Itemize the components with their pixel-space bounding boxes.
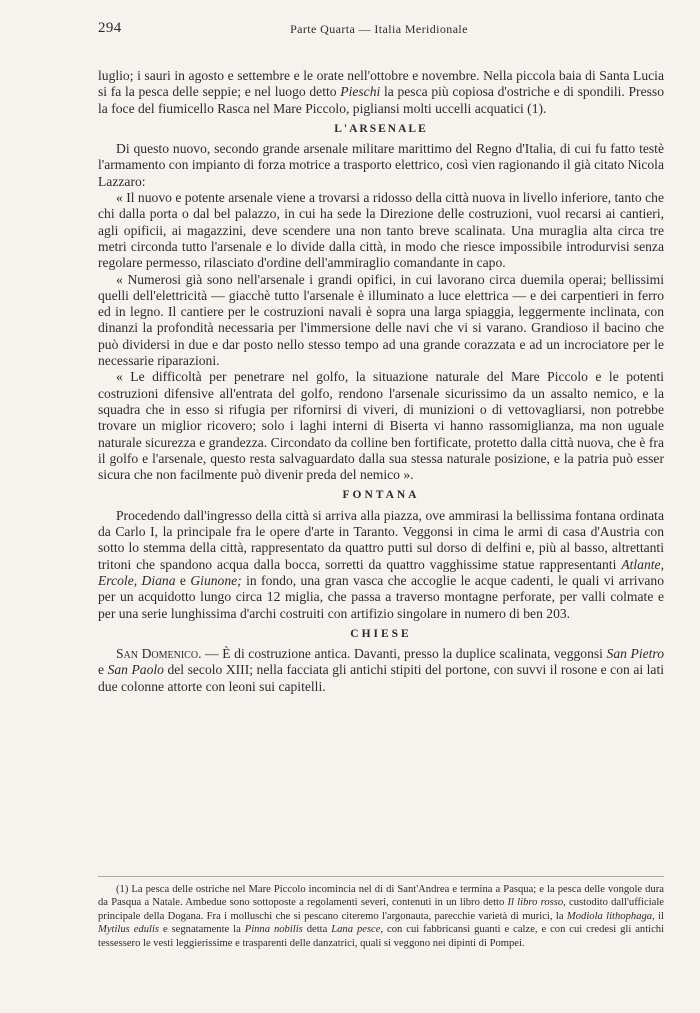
footnote-text-4: e segnatamente la [159, 924, 245, 936]
footnote [98, 876, 664, 950]
species-modiola: Modiola lithophaga, [566, 910, 655, 922]
main-text [98, 68, 664, 695]
arsenale-paragraph-4: « Le difficoltà per penetrare nel golfo, la situazione naturale del Mare Piccolo e le potenti costruzioni difensive all'entrata del golfo, rendono l'arsenale sicurissimo da un assalto nemico, e la squadra che in esso si rifugia per rifornirsi di viveri, di munizioni o di vettovagliarsi, non potrebbe trovare un miglior ricovero; solo i laghi interni di Biserta vi hanno rassomiglianza, ma non uguale naturale sicurezza e grandezza. Circondato da colline ben fortificate, protetto dalla città nuova, che è fra il golfo e l'arsenale, questo resta salvaguardato dalla sua stessa naturale posizione, e la patria può esser sicura che non facilmente può divenir preda del nemico ». [98, 369, 664, 483]
church-name: San Domenico. [116, 646, 202, 662]
species-lana-pesce: Lana pesce, [331, 924, 384, 936]
fontana-text-end: in fondo, una gran vasca che accoglie le acque cadenti, le quali vi arrivano per un acquidotto lungo circa 12 miglia, che passa a traverso montagne perforate, per valli colmate e per una serie lunghissima d'archi costruiti con artifizio singolare in numero di ben 203. [98, 572, 664, 621]
chiese-text-end: del secolo XIII; nella facciata gli antichi stipiti del portone, con suvvi il rosone e con ai lati due colonne attorte con leoni sui capitelli. [98, 662, 665, 694]
section-title-chiese: CHIESE [350, 627, 412, 640]
intro-paragraph [98, 68, 664, 117]
running-head: Parte Quarta — Italia Meridionale [290, 22, 468, 36]
saint-name-paolo: San Paolo [107, 662, 164, 678]
fontana-text: Procedendo dall'ingresso della città si arriva alla piazza, ove ammirasi la bellissima fontana ordinata da Carlo I, la principale fra le opere d'arte in Taranto. Veggonsi in cima le armi di casa d'Austria con sotto lo stemma della città, rappresentato da quattro putti sul dorso di delfini e, più al basso, altrettanti tritoni che spandono acqua dalla bocca, sorretti da quattro vagghissime statue rappresentanti [98, 507, 664, 572]
section-title-fontana: FONTANA [342, 489, 420, 502]
footnote-1 [98, 883, 664, 950]
page-number: 294 [98, 20, 122, 36]
footnote-text-3: il [654, 910, 664, 922]
statue-name-giunone: Giunone; [190, 572, 242, 588]
species-pinna: Pinna nobilis [244, 924, 303, 936]
fontana-paragraph [98, 508, 664, 622]
place-name: Pieschi [340, 84, 381, 100]
species-mytilus: Mytilus edulis [98, 924, 160, 936]
saint-name-pietro: San Pietro [606, 646, 664, 662]
intro-text: luglio; i sauri in agosto e settembre e le orate nell'ottobre e novembre. Nella piccola baia di Santa Lucia si fa la pesca delle seppie; e nel luogo detto [98, 68, 664, 100]
footnote-text-2: custodito dall'ufficiale principale della Dogana. Fra i molluschi che si pescano citeremo l'argonauta, parecchie varietà di murici, la [98, 897, 664, 922]
arsenale-paragraph-3: « Numerosi già sono nell'arsenale i grandi opifici, in cui lavorano circa duemila operai; bellissimi quelli dell'elettricità — giacchè tutto l'arsenale è illuminato a luce elettrica — e dei carpentieri in ferro ed in legno. Il cantiere per le costruzioni navali è sopra una larga spiaggia, leggermente inclinata, con dinanzi la profondità necessaria per l'immersione delle navi che vi si varano. Grandioso il bacino che può dividersi in due e dar posto nello stesso tempo ad una grande corazzata e ad un incrociatore per le necessarie riparazioni. [98, 271, 664, 369]
arsenale-paragraph-1: Di questo nuovo, secondo grande arsenale militare marittimo del Regno d'Italia, di cui fu fatto testè l'armamento con impianto di forza motrice a trasporto elettrico, così vien ragionando il già citato Nicola Lazzaro: [98, 141, 664, 189]
page-header [98, 20, 660, 42]
intro-text-end: la pesca più copiosa d'ostriche e di spondili. Presso la foce del fiumicello Rasca nel Mare Piccolo, pigliansi molti uccelli acquatici (1). [98, 84, 664, 116]
arsenale-paragraph-2: « Il nuovo e potente arsenale viene a trovarsi a ridosso della città nuova in livello inferiore, tanto che chi dalla porta o dal bel palazzo, in cui ha sede la Direzione delle costruzioni, vuol recarsi ai cantieri, agli opificii, ai magazzini, deve scendere una non tanto breve scalinata. Una muraglia alta circa tre metri circonda tutto l'arsenale e lo divide dalla città, in modo che riesce impossibile introdurvisi senza regolare permesso, rilasciato d'ordine dell'ammiraglio comandante in capo. [98, 190, 664, 271]
footnote-text-6: con cui fabbricansi guanti e calze, e con cui credesi gli antichi tessessero le vesti leggierissime e trasparenti delle danzatrici, quali si veggono nei dipinti di Pompei. [98, 924, 665, 949]
book-title: Il libro rosso, [507, 897, 566, 909]
footnote-text: (1) La pesca delle ostriche nel Mare Piccolo incomincia nel di di Sant'Andrea e termina a Pasqua; e la pesca delle vongole dura da Pasqua a Natale. Ambedue sono sottoposte a regolamenti severi, contenuti in un libro detto [98, 884, 664, 909]
footnote-text-5: detta [302, 924, 332, 936]
fontana-conjunction: e [175, 572, 191, 588]
statue-names: Atlante, Ercole, Diana [98, 556, 664, 588]
chiese-text: — È di costruzione antica. Davanti, presso la duplice scalinata, veggonsi [201, 646, 607, 662]
chiese-paragraph [98, 646, 664, 695]
chiese-conjunction: e [98, 662, 108, 678]
section-title-arsenale: L'ARSENALE [334, 122, 428, 135]
